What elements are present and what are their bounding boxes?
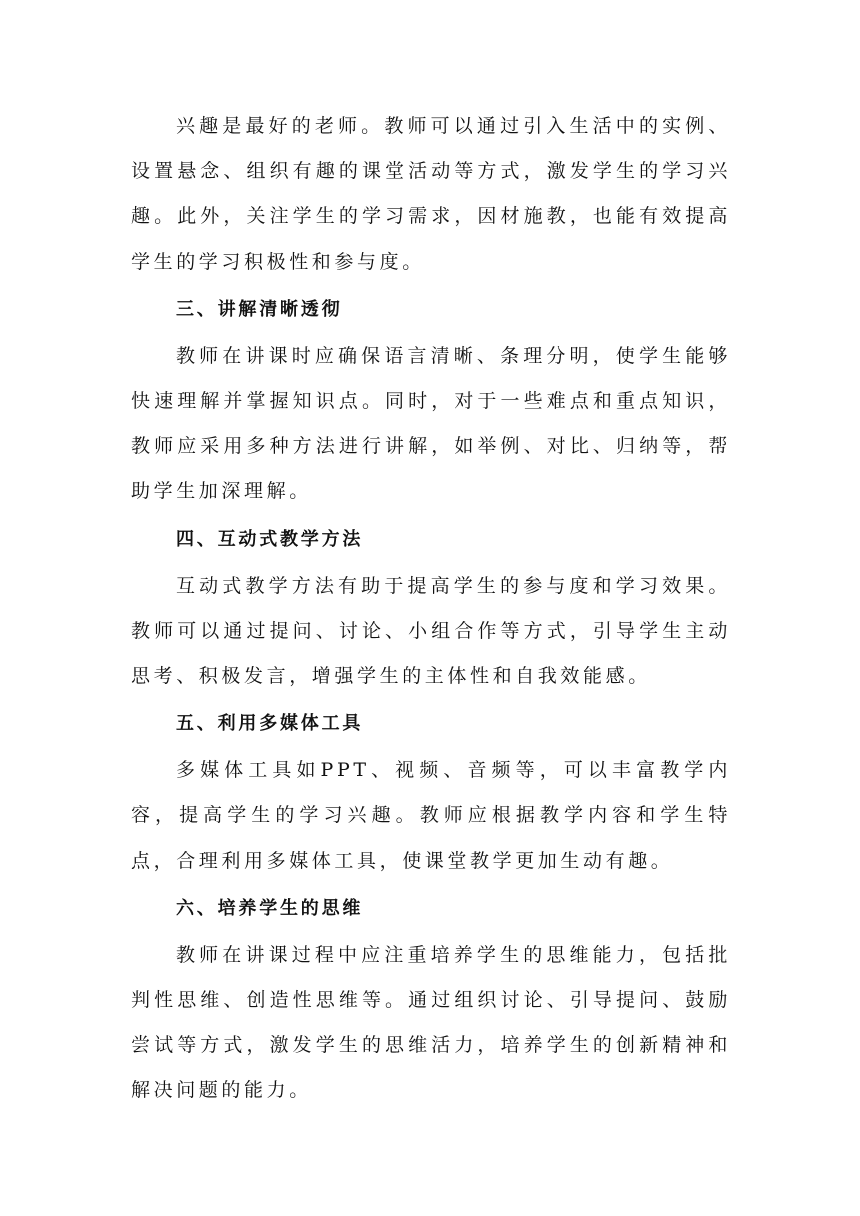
section-body: 互动式教学方法有助于提高学生的参与度和学习效果。教师可以通过提问、讨论、小组合作等方式，引导学生主动思考、积极发言，增强学生的主体性和自我效能感。: [131, 574, 731, 688]
section-4: [131, 515, 731, 700]
section-heading: 四、互动式教学方法: [176, 528, 364, 550]
section-body: 教师在讲课过程中应注重培养学生的思维能力，包括批判性思维、创造性思维等。通过组织讨论、引导提问、鼓励尝试等方式，激发学生的思维活力，培养学生的创新精神和解决问题的能力。: [131, 943, 731, 1102]
section-6: [131, 884, 731, 1114]
section-heading: 六、培养学生的思维: [176, 897, 364, 919]
section-heading: 三、讲解清晰透彻: [176, 298, 343, 320]
section-body: 多媒体工具如PPT、视频、音频等，可以丰富教学内容，提高学生的学习兴趣。教师应根据教学内容和学生特点，合理利用多媒体工具，使课堂教学更加生动有趣。: [131, 759, 731, 872]
document-page: [131, 104, 731, 1114]
section-5: [131, 699, 731, 884]
section-body: 教师在讲课时应确保语言清晰、条理分明，使学生能够快速理解并掌握知识点。同时，对于一些难点和重点知识，教师应采用多种方法进行讲解，如举例、对比、归纳等，帮助学生加深理解。: [131, 344, 731, 503]
section-heading: 五、利用多媒体工具: [176, 713, 364, 735]
section-3: [131, 285, 731, 515]
intro-paragraph: 兴趣是最好的老师。教师可以通过引入生活中的实例、设置悬念、组织有趣的课堂活动等方式，激发学生的学习兴趣。此外，关注学生的学习需求，因材施教，也能有效提高学生的学习积极性和参与度。: [131, 115, 731, 273]
